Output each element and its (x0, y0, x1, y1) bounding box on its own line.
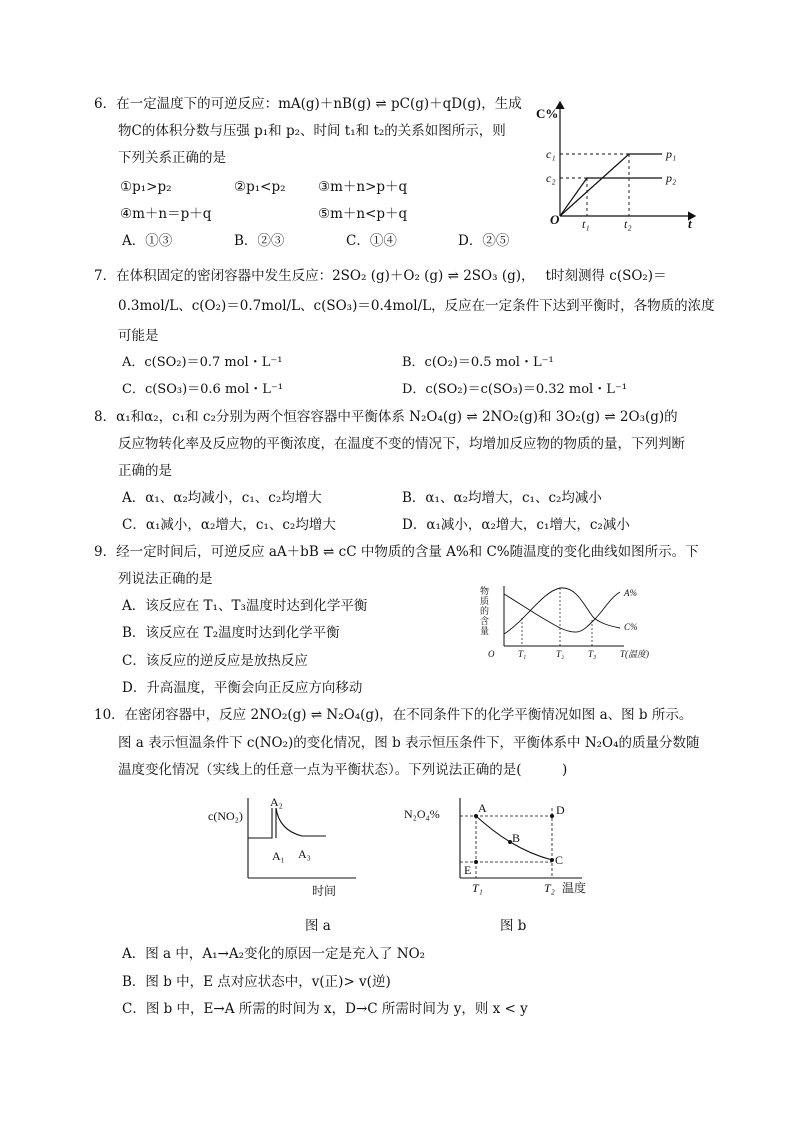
q9-ylabel2: 质 (480, 596, 490, 606)
q7-a: A．c(SO₂)＝0.7 mol・L⁻¹ (122, 355, 283, 370)
q6-t: t (688, 216, 692, 231)
q6-origin: O (550, 212, 560, 227)
q9-graph (474, 584, 674, 664)
q8-a: A．α₁、α₂均减小，c₁、c₂均增大 (122, 490, 322, 506)
q6-c2: c₂ (546, 171, 556, 185)
q10b-C: C (555, 853, 564, 867)
q10-c: C．图 b 中，E→A 所需的时间为 x，D→C 所需时间为 y，则 x < y (122, 1001, 528, 1017)
q9-label-a: A% (624, 588, 637, 598)
q6-line2: 物C的体积分数与压强 p₁和 p₂、时间 t₁和 t₂的关系如图所示，则 (118, 123, 506, 139)
q10-line2: 图 a 表示恒温条件下 c(NO₂)的变化情况，图 b 表示恒压条件下，平衡体系中 N₂O₄的质量分数随 (118, 735, 700, 751)
q9-origin: O (488, 649, 495, 659)
q6-graph (530, 98, 710, 236)
q9-xlabel: T(温度) (620, 649, 649, 659)
q10a-a2: A₂ (270, 795, 283, 809)
q10b-B: B (512, 831, 521, 845)
q10b-D: D (556, 803, 565, 817)
q7-d: D．c(SO₂)＝c(SO₃)＝0.32 mol・L⁻¹ (402, 382, 627, 397)
q9-curve-c (504, 588, 620, 634)
q9-line2: 列说法正确的是 (118, 571, 213, 587)
q9-label-c: C% (624, 622, 638, 632)
q10-a: A．图 a 中，A₁→A₂变化的原因一定是充入了 NO₂ (122, 946, 426, 962)
q9-ylabel5: 量 (480, 626, 490, 636)
q10-fig-a (206, 792, 366, 902)
q9-ylabel1: 物 (480, 586, 490, 596)
q6-curve-p1 (560, 154, 662, 216)
q6-choice-a: A．①③ (122, 233, 173, 249)
q6-p1: p₁ (666, 147, 677, 161)
q6-opt2: ②p₁<p₂ (234, 179, 286, 195)
q9-c: C．该反应的逆反应是放热反应 (122, 653, 308, 669)
q6-c1: c₁ (546, 147, 556, 161)
q10-b: B．图 b 中，E 点对应状态中，v(正)> v(逆) (122, 974, 391, 990)
q8-line3: 正确的是 (118, 463, 172, 479)
q7-line3: 可能是 (118, 328, 159, 344)
q10b-E: E (464, 863, 472, 877)
q9-t3: T₃ (588, 649, 597, 659)
q7-b: B．c(O₂)＝0.5 mol・L⁻¹ (402, 355, 554, 370)
q10b-xlabel: 温度 (562, 881, 587, 895)
q6-opt4: ④m＋n＝p＋q (120, 206, 212, 222)
q6-p2: p₂ (666, 171, 677, 185)
q7-line2: 0.3mol/L、c(O₂)＝0.7mol/L、c(SO₃)＝0.4mol/L，反应在一定条件下达到平衡时，各物质的浓度 (118, 298, 715, 314)
q6-opt1: ①p₁>p₂ (120, 179, 172, 195)
q9-t2: T₂ (556, 649, 565, 659)
q6-opt3: ③m＋n>p＋q (318, 179, 408, 195)
q9-ylabel4: 含 (480, 616, 490, 626)
q9-t1: T₁ (518, 649, 527, 659)
q9-d: D．升高温度，平衡会向正反应方向移动 (122, 680, 363, 696)
q10-fig-b (402, 796, 602, 896)
q8-line2: 反应物转化率及反应物的平衡浓度，在温度不变的情况下，均增加反应物的物质的量，下列判断 (118, 436, 685, 452)
q10a-a3: A₃ (298, 847, 311, 861)
q6-line3: 下列关系正确的是 (118, 150, 226, 166)
q9-b: B．该反应在 T₂温度时达到化学平衡 (122, 625, 340, 641)
q10b-A: A (478, 801, 487, 815)
q10-line1: 10．在密闭容器中，反应 2NO₂(g) ⇌ N₂O₄(g)，在不同条件下的化学平衡情况如图 a、图 b 所示。 (94, 707, 693, 723)
q9-ylabel3: 的 (480, 606, 490, 616)
q8-line1: 8．α₁和α₂，c₁和 c₂分别为两个恒容容器中平衡体系 N₂O₄(g) ⇌ 2NO₂(g)和 3O₂(g) ⇌ 2O₃(g)的 (94, 409, 678, 425)
q6-choice-d: D．②⑤ (458, 233, 510, 249)
q10a-caption: 图 a (305, 918, 331, 934)
q6-opt5: ⑤m＋n<p＋q (318, 206, 408, 222)
q10a-ylabel: c(NO₂) (208, 809, 243, 823)
q9-curve-a (504, 592, 620, 632)
q8-b: B．α₁、α₂均增大，c₁、c₂均减小 (402, 490, 602, 506)
q10b-t1: T₁ (472, 881, 483, 895)
q6-t1: t₁ (582, 217, 590, 231)
q10b-caption: 图 b (500, 918, 527, 934)
q10a-a1: A₁ (272, 849, 285, 863)
q6-ylabel: C% (536, 106, 559, 121)
q6-t2: t₂ (624, 217, 632, 231)
q10a-xlabel: 时间 (312, 884, 337, 898)
q10-line3: 温度变化情况（实线上的任意一点为平衡状态）。下列说法正确的是( ) (118, 762, 568, 778)
q8-c: C．α₁减小，α₂增大，c₁、c₂均增大 (122, 517, 336, 533)
q6-curve-p2 (560, 178, 662, 216)
q8-d: D．α₁减小，α₂增大，c₁增大，c₂减小 (402, 517, 630, 533)
q10b-t2: T₂ (544, 881, 555, 895)
q7-c: C．c(SO₃)＝0.6 mol・L⁻¹ (122, 382, 283, 397)
q10b-ylabel: N₂O₄% (404, 807, 440, 821)
q6-choice-c: C．①④ (346, 233, 397, 249)
q6-choice-b: B．②③ (234, 233, 285, 249)
q9-line1: 9．经一定时间后，可逆反应 aA＋bB ⇌ cC 中物质的含量 A%和 C%随温度的变化曲线如图所示。下 (94, 544, 699, 560)
q9-a: A．该反应在 T₁、T₃温度时达到化学平衡 (122, 598, 368, 614)
q7-line1: 7．在体积固定的密闭容器中发生反应：2SO₂ (g)＋O₂ (g) ⇌ 2SO₃ (g)， t时刻测得 c(SO₂)＝ (94, 268, 667, 284)
q6-line1: 6．在一定温度下的可逆反应：mA(g)＋nB(g) ⇌ pC(g)＋qD(g)，生成 (94, 96, 522, 112)
